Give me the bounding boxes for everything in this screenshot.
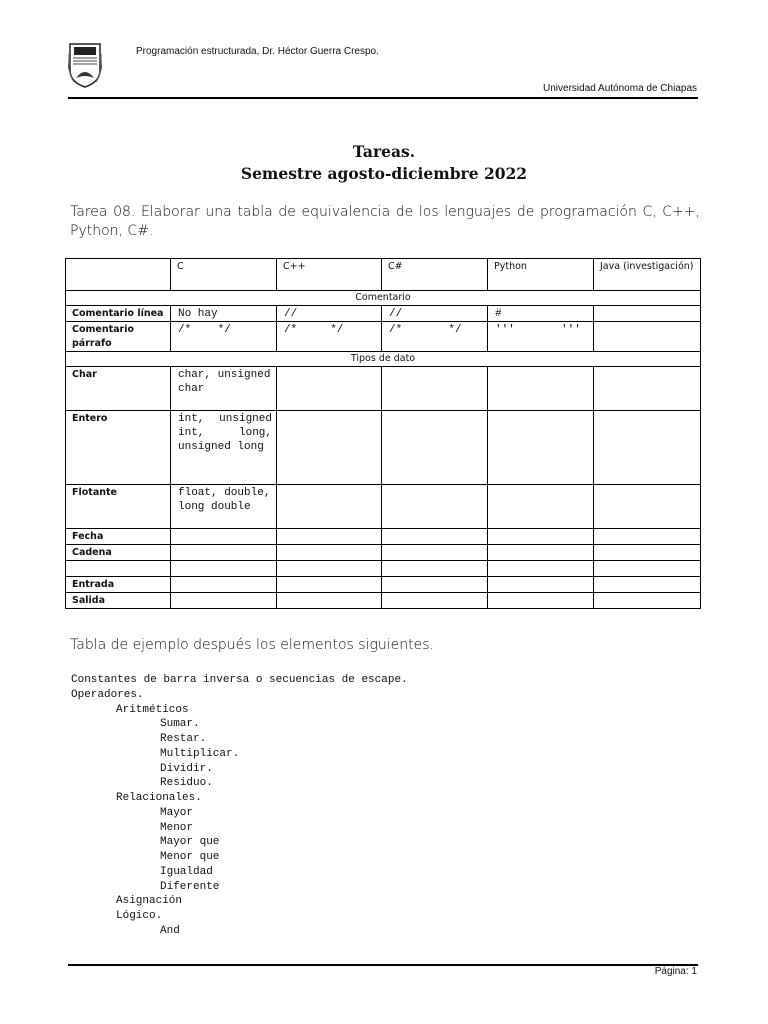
cell-java	[594, 593, 701, 609]
header-cell: C	[171, 259, 277, 291]
list-item: Dividir.	[160, 762, 213, 775]
university-logo	[68, 42, 102, 88]
cell-c	[171, 593, 277, 609]
cell-python	[488, 411, 594, 485]
cell-cs	[382, 593, 488, 609]
cell-cpp	[277, 561, 382, 577]
cell-cs	[382, 485, 488, 529]
row-label: Flotante	[66, 485, 171, 529]
list-item: Asignación	[116, 895, 183, 908]
title-line-1: Tareas.	[352, 142, 416, 161]
cell-cs: /* */	[382, 322, 488, 352]
cell-python: #	[488, 306, 594, 322]
header-rule	[68, 97, 698, 99]
document-title	[0, 141, 768, 185]
table-row	[66, 322, 701, 352]
cell-cs	[382, 561, 488, 577]
cell-cpp	[277, 485, 382, 529]
header-cell: Java (investigación)	[594, 259, 701, 291]
table-row	[66, 367, 701, 411]
row-label: Salida	[66, 593, 171, 609]
list-item: Igualdad	[160, 865, 213, 878]
header-cell: C++	[277, 259, 382, 291]
cell-cs	[382, 545, 488, 561]
cell-cs	[382, 411, 488, 485]
cell-c: float, double, long double	[171, 485, 277, 529]
list-item: Sumar.	[160, 718, 200, 731]
cell-c: char, unsigned char	[171, 367, 277, 411]
cell-c: /* */	[171, 322, 277, 352]
table-row	[66, 529, 701, 545]
cell-cpp	[277, 367, 382, 411]
equivalence-table	[65, 258, 701, 609]
row-label: Entrada	[66, 577, 171, 593]
cell-cs	[382, 577, 488, 593]
title-line-2: Semestre agosto-diciembre 2022	[240, 164, 528, 183]
footer-rule	[68, 964, 698, 966]
cell-cpp: //	[277, 306, 382, 322]
cell-c: int, unsigned int, long, unsigned long	[171, 411, 277, 485]
cell-java	[594, 485, 701, 529]
table-row	[66, 561, 701, 577]
list-item: Diferente	[160, 880, 220, 893]
header-course-title: Programación estructurada, Dr. Héctor Guerra Crespo.	[136, 46, 379, 57]
cell-cs	[382, 529, 488, 545]
cell-c: No hay	[171, 306, 277, 322]
list-item: Mayor que	[160, 836, 220, 849]
row-label	[66, 561, 171, 577]
list-item: Menor que	[160, 851, 220, 863]
cell-cs	[382, 367, 488, 411]
cell-python	[488, 529, 594, 545]
table-row	[66, 411, 701, 485]
cell-python	[488, 367, 594, 411]
header-cell: C#	[382, 259, 488, 291]
cell-java	[594, 545, 701, 561]
header-cell: Python	[488, 259, 594, 291]
cell-java	[594, 306, 701, 322]
table-header-row	[66, 259, 701, 291]
cell-java	[594, 411, 701, 485]
example-table-note: Tabla de ejemplo después los elementos siguientes.	[70, 637, 434, 653]
list-item: Operadores.	[71, 688, 144, 701]
cell-c	[171, 529, 277, 545]
list-item: Mayor	[160, 806, 194, 819]
cell-cpp: /* */	[277, 322, 382, 352]
cell-python	[488, 577, 594, 593]
section-row	[66, 291, 701, 306]
list-item: Restar.	[160, 733, 207, 745]
header-cell	[66, 259, 171, 291]
header-university: Universidad Autónoma de Chiapas	[543, 83, 697, 94]
cell-java	[594, 577, 701, 593]
list-item: Lógico.	[116, 910, 163, 922]
topics-list	[71, 673, 408, 939]
list-item: Menor	[160, 821, 194, 834]
cell-python	[488, 593, 594, 609]
cell-cpp	[277, 577, 382, 593]
row-label: Fecha	[66, 529, 171, 545]
row-label: Comentario línea	[66, 306, 171, 322]
cell-cpp	[277, 545, 382, 561]
cell-java	[594, 561, 701, 577]
list-item: Relacionales.	[116, 792, 202, 804]
list-item: Constantes de barra inversa o secuencias de escape.	[71, 674, 408, 686]
table-row	[66, 593, 701, 609]
cell-java	[594, 367, 701, 411]
list-item: Aritméticos	[116, 703, 189, 716]
list-item: Residuo.	[160, 777, 213, 790]
cell-c	[171, 577, 277, 593]
cell-c	[171, 545, 277, 561]
row-label: Entero	[66, 411, 171, 485]
table-row	[66, 577, 701, 593]
cell-cs: //	[382, 306, 488, 322]
table-row	[66, 306, 701, 322]
row-label: Char	[66, 367, 171, 411]
cell-cpp	[277, 411, 382, 485]
assignment-description: Tarea 08. Elaborar una tabla de equivalencia de los lenguajes de programación C, C++, Python, C#.	[70, 204, 700, 239]
section-row	[66, 352, 701, 367]
row-label: Cadena	[66, 545, 171, 561]
section-data-types: Tipos de dato	[66, 352, 701, 367]
page-number: Página: 1	[654, 966, 697, 977]
cell-c	[171, 561, 277, 577]
cell-python: ''' '''	[488, 322, 594, 352]
cell-cpp	[277, 593, 382, 609]
table-row	[66, 485, 701, 529]
list-item: Multiplicar.	[160, 747, 240, 760]
cell-python	[488, 485, 594, 529]
list-item: And	[160, 924, 180, 937]
cell-python	[488, 561, 594, 577]
cell-java	[594, 529, 701, 545]
section-comments: Comentario	[66, 291, 701, 306]
cell-java	[594, 322, 701, 352]
table-row	[66, 545, 701, 561]
cell-cpp	[277, 529, 382, 545]
cell-python	[488, 545, 594, 561]
row-label: Comentario párrafo	[66, 322, 171, 352]
